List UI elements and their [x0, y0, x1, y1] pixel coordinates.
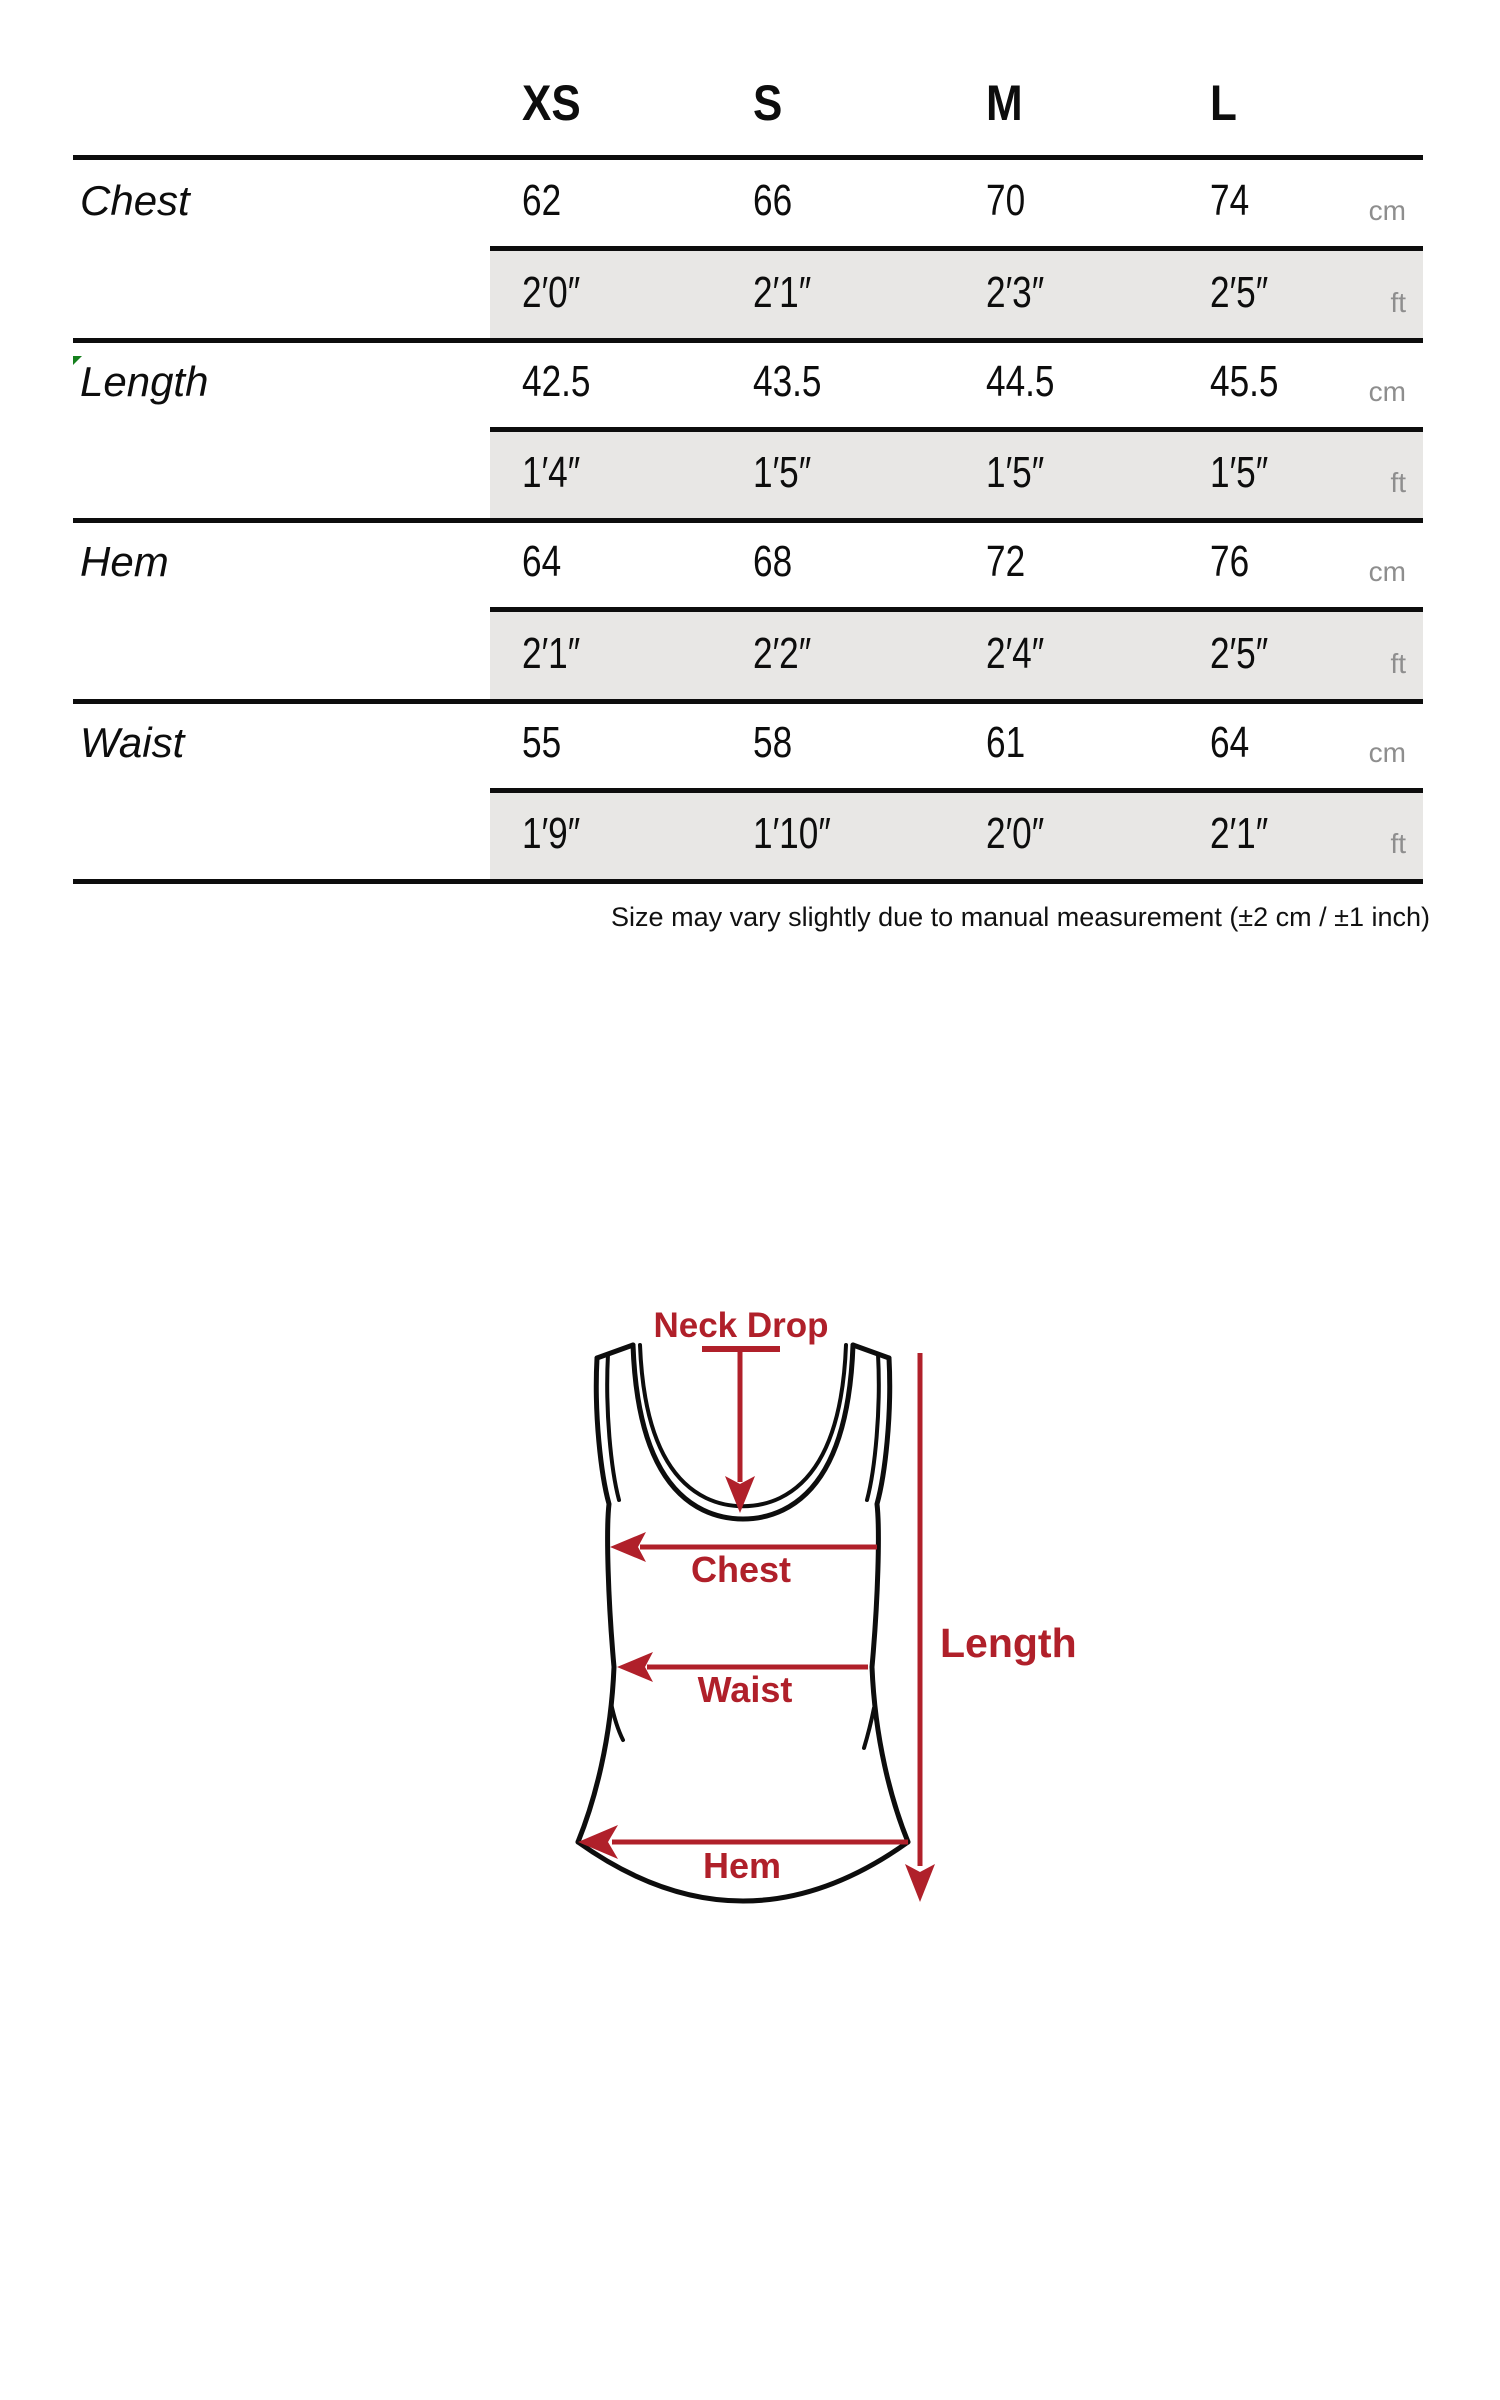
cell-hem-ft-s: 2′2″	[753, 629, 812, 678]
column-header-s: S	[753, 75, 783, 131]
cell-hem-cm-xs: 64	[522, 537, 562, 586]
length-arrowhead	[905, 1864, 935, 1902]
tank-left-strap-top	[597, 1345, 633, 1358]
cell-length-ft-l: 1′5″	[1210, 448, 1269, 497]
cell-chest-cm-l: 74	[1210, 176, 1250, 225]
ft-row-band	[490, 246, 1423, 338]
cell-waist-cm-m: 61	[986, 718, 1026, 767]
cell-chest-ft-xs: 2′0″	[522, 268, 581, 317]
unit-label-cm: cm	[1368, 195, 1406, 226]
cell-hem-ft-xs: 2′1″	[522, 629, 581, 678]
unit-label-ft: ft	[1390, 828, 1406, 859]
cell-chest-ft-m: 2′3″	[986, 268, 1045, 317]
column-header-l: L	[1210, 75, 1237, 131]
cell-length-ft-s: 1′5″	[753, 448, 812, 497]
ft-row-band	[490, 607, 1423, 699]
waist-label: Waist	[697, 1669, 793, 1710]
cell-waist-ft-m: 2′0″	[986, 809, 1045, 858]
hem-label: Hem	[702, 1845, 782, 1886]
cell-hem-cm-m: 72	[986, 537, 1026, 586]
unit-label-ft: ft	[1390, 287, 1406, 318]
table-divider	[73, 155, 1423, 160]
cell-length-ft-xs: 1′4″	[522, 448, 581, 497]
tank-right-strap-top	[853, 1345, 889, 1358]
tank-top-measurement-diagram	[540, 1280, 1100, 1920]
cell-waist-cm-xs: 55	[522, 718, 562, 767]
cell-length-cm-xs: 42.5	[522, 357, 591, 406]
row-label-chest: Chest	[80, 177, 190, 224]
cell-chest-ft-s: 2′1″	[753, 268, 812, 317]
unit-label-cm: cm	[1368, 376, 1406, 407]
row-label-waist: Waist	[80, 719, 185, 766]
ft-row-band	[490, 788, 1423, 879]
cell-length-cm-l: 45.5	[1210, 357, 1279, 406]
tank-left-armhole-trim	[607, 1354, 619, 1500]
cell-waist-ft-s: 1′10″	[753, 809, 831, 858]
unit-label-ft: ft	[1390, 648, 1406, 679]
unit-label-cm: cm	[1368, 737, 1406, 768]
cell-hem-ft-l: 2′5″	[1210, 629, 1269, 678]
column-header-m: M	[986, 75, 1023, 131]
column-header-xs: XS	[522, 75, 581, 131]
chest-label: Chest	[690, 1549, 792, 1590]
row-label-length: Length	[80, 358, 209, 405]
cell-length-cm-s: 43.5	[753, 357, 822, 406]
cell-chest-cm-xs: 62	[522, 176, 562, 225]
cell-chest-cm-s: 66	[753, 176, 793, 225]
length-label: Length	[940, 1620, 1077, 1666]
tank-left-hip-crease	[611, 1703, 623, 1740]
cell-chest-cm-m: 70	[986, 176, 1026, 225]
cell-hem-cm-s: 68	[753, 537, 793, 586]
cell-hem-cm-l: 76	[1210, 537, 1250, 586]
tank-right-armhole-trim	[867, 1354, 879, 1500]
unit-label-cm: cm	[1368, 556, 1406, 587]
cell-hem-ft-m: 2′4″	[986, 629, 1045, 678]
table-bottom-border	[73, 879, 1423, 884]
cell-chest-ft-l: 2′5″	[1210, 268, 1269, 317]
tank-right-hip-crease	[864, 1708, 874, 1748]
cell-waist-ft-l: 2′1″	[1210, 809, 1269, 858]
measurement-disclaimer: Size may vary slightly due to manual measurement (±2 cm / ±1 inch)	[611, 902, 1430, 932]
cell-length-ft-m: 1′5″	[986, 448, 1045, 497]
neck-drop-label: Neck Drop	[653, 1306, 829, 1345]
ft-row-band	[490, 427, 1423, 518]
cell-length-cm-m: 44.5	[986, 357, 1055, 406]
table-divider	[73, 338, 1423, 343]
cell-waist-cm-l: 64	[1210, 718, 1250, 767]
table-divider	[73, 699, 1423, 704]
row-label-hem: Hem	[80, 538, 169, 585]
cell-waist-ft-xs: 1′9″	[522, 809, 581, 858]
table-divider	[73, 518, 1423, 523]
cell-waist-cm-s: 58	[753, 718, 793, 767]
unit-label-ft: ft	[1390, 467, 1406, 498]
